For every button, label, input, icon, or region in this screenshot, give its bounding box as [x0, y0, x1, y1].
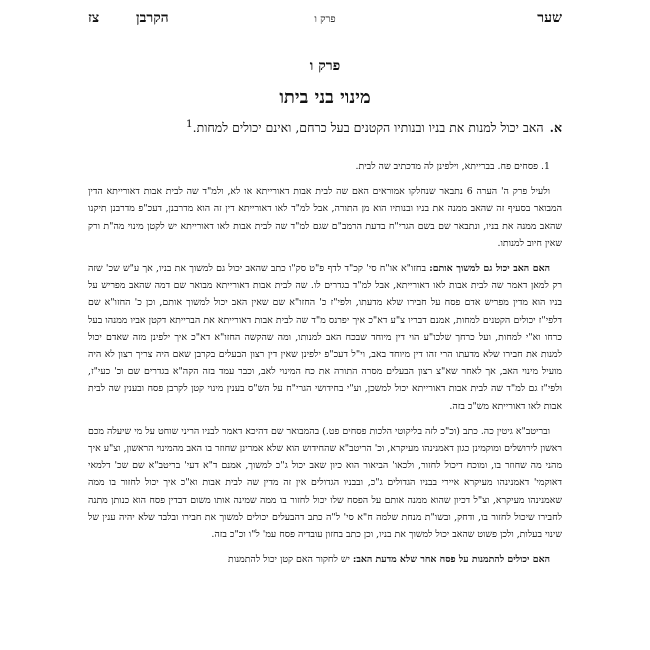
paragraph-body: יש לחקור האם קטן יכול להתמנות — [227, 554, 350, 566]
paragraph-label: א. — [549, 120, 562, 136]
paragraph-body: בחזו"א או"ח סי' קכ"ד לדף פ"ט סק"ו כתב שהאב יכול גם למשוך את בניו, אך ע"ש שכ' שזה רק למאן דאמר שה לבית אבות לאו דאורייתא, אבל למ"ד בגדרים לו. שה לבית אבות דאורייתא מבואר שם דמה שהאב מפריש על בניו הוא מדין מפריש אדם פסח על חבירו שלא מדעתו, ולפי"ז כ' החזו"א שם שאין האב יכול למשוך אותם, וכן כ' החזו"א שם דלפי"ז יכולים הקטנים למחות, אמנם דבריו צ"ע דא"כ איך יפרנס מ"ד שה לבית אבות דאורייתא את הברייתא דקטן אביו ממנהו בעל כרחו וא"י למחות, ועל כרחך שלכו"ע הוי דין מיוחד שבכח האב למנותו, ומה שהקשה החזו"א דא"כ איך ילפינן מזה שאדם יכול למנות את חבירו שלא מדעתו הרי זהו דין מיוחד באב, וי"ל דעכ"פ ילפינן שאין דין רצון הבעלים בקרבן שאם היה צריך רצון לא היה מועיל מינוי האב, אך לאחר שא"צ רצון הבעלים מסרה התורה את כח המינוי לאב, וכבר עמד בזה הקה"א בגדרים שם וכ' כעי"ז, ולפי"ז גם למ"ד שה לבית אבות דאורייתא יכול למשכן, וע"י בחידושי הגרי"ח על הש"ס בענין מינוי קטן לקרבן פסח ובענין שה לבית אבות לאו דאורייתא מש"כ בזה. — [88, 263, 562, 412]
chapter-title: מינוי בני ביתו — [279, 87, 371, 108]
page-number: צז — [88, 10, 100, 26]
footnote-ref: 1 — [185, 118, 193, 130]
running-head-book-title: הקרבן — [136, 10, 169, 26]
paragraph-text: האב יכול למנות את בניו ובנותיו הקטנים בעל כרחם, ואינם יכולים למחות. — [192, 120, 544, 136]
footnotes — [88, 158, 562, 568]
footnote-paragraph — [88, 551, 562, 568]
chapter-heading: פרק ו — [309, 58, 341, 74]
paragraph-heading: האם האב יכול גם למשוך אותם: — [429, 263, 551, 275]
paragraph-heading: האם יכולים להתמנות על פסח אחר שלא מדעת האב: — [352, 554, 550, 566]
footnote-1: 1. פסחים פח. בברייתא, וילפינן לה מדכתיב שה לבית. — [355, 161, 550, 172]
footnote-paragraph: ולעיל פרק ה' הערה 6 נתבאר שנחלקו אמוראים האם שה לבית אבות דאורייתא או לא, ולמ"ד שה לבית אבות דאורייתא הדין המבואר בסעיף זה שהאב ממנה את בניו ובנותיו הוא מן התורה, אבל למ"ד לאו דאורייתא דין זה הוא מדרבנן, דעכ"פ מדרבנן תיקנו שהאב ממנה את בניו, ונתבאר שם בשם הגרי"ח בדעת הרמב"ם שגם למ"ד שה לבית אבות לאו דאורייתא יש לקטן מינוי מה"ת ורק שאין חיוב למנותו. — [88, 186, 562, 249]
footnote-paragraph — [88, 260, 562, 415]
running-head-section: שער — [537, 10, 562, 26]
footnote-paragraph: ובריטב"א גיטין כה. כתב (וכ"כ לזה בליקוטי הלכות פסחים פט.) בהמבואר שם דהיכא דאמר לבניו הריני שוחט על מי שיעלה מכם ראשון לירושלים ומוקמינן כגון דאמנינהו מעיקרא, וכ' הריטב"א שהחידוש הוא שלא אמרינן שחוזר בו האב מהמינוי הראשון, וצ"ע איך מהני מה שחוזר בו, ומוכח דיכול לחזור, ולכאו' הביאור הוא כיון שאב יכול ג"כ למשוך, אמנם ד"א דעי' בריטב"א שם שכ' דלמאי דאוקמי' דאמנינהו מעיקרא איירי בבניו הגדולים ג"כ, ובבניו הגדולים אין זה מדין שה לבית אבות וא"כ איך יכול לחזור בו ממה שאמנינהו מעיקרא, וצ"ל דכיון שהוא ממנה אותם על הפסח שלו יכול לחזור בו ממה שמינה אותו משום דבדין פסח הוא כנותן מתנה לחבירו שיכול לחזור בו, ודחק, ובשו"ת מנחת שלמה ח"א סי' ל"ה כתב דהבעלים יכולים למשוך את חבירו ובלבד שלא יהיה ענין של שינוי בעלות, ולכן פשוט שהאב יכול למשוך את בניו, וכן כתב בחזון עובדיה פסח עמ' ל"ו וכ"כ בזה. — [88, 425, 562, 541]
main-paragraph — [88, 118, 562, 136]
running-head-chapter: פרק ו — [314, 14, 336, 25]
running-head — [88, 10, 562, 34]
